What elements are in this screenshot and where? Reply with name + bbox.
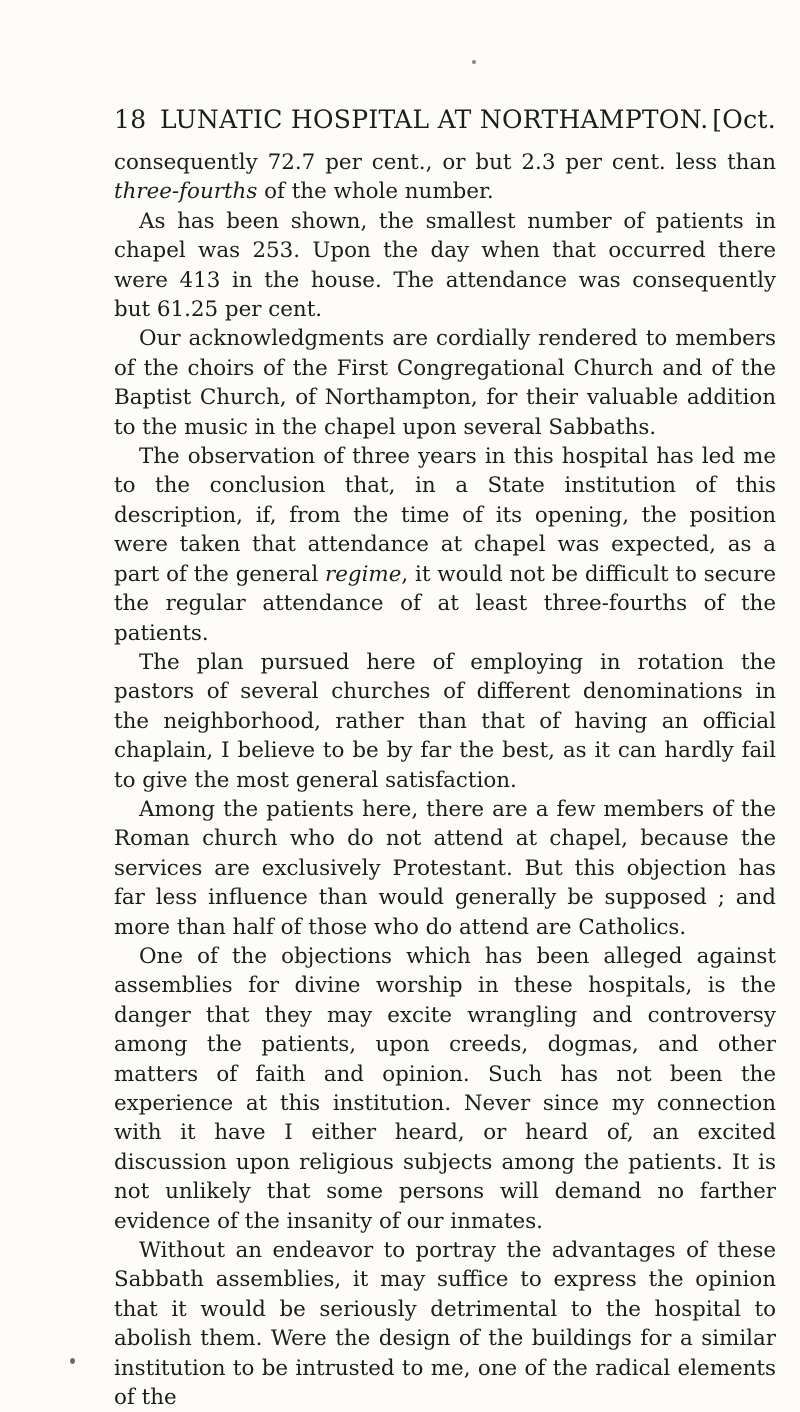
paragraph: consequently 72.7 per cent., or but 2.3 per cent. less than three-fourths of the whole number. (114, 150, 776, 205)
paragraph: Without an endeavor to portray the advantages of these Sabbath assemblies, it may suffice to express the opinion that it would be seriously detrimental to the hospital to abolish them. Were the design of the buildings for a similar institution to be intrusted to me, one of the radical elements of the (114, 1238, 776, 1411)
paper-speck (70, 1358, 75, 1364)
paper-speck (472, 60, 476, 64)
paragraph: The observation of three years in this hospital has led me to the conclusion that, in a State institution of this description, if, from the time of its opening, the position were taken that attendance at chapel was expected, as a part of the general regime, it would not be difficult to secure the regular attendance of at least three-fourths of the patients. (114, 444, 776, 646)
paragraph: Our acknowledgments are cordially rendered to members of the choirs of the First Congregational Church and of the Baptist Church, of Northampton, for their valuable addition to the music in the chapel upon several Sabbaths. (114, 326, 776, 440)
page-number: 18 (114, 105, 147, 134)
paragraph: Among the patients here, there are a few members of the Roman church who do not attend at chapel, because the services are exclusively Protestant. But this objection has far less influence than would generally be supposed ; and more than half of those who do attend are Catholics. (114, 796, 776, 940)
italic-phrase: three-fourths (114, 179, 258, 205)
body-text (114, 148, 776, 1412)
header-month: [Oct. (712, 105, 776, 134)
running-header (114, 103, 776, 137)
running-title: LUNATIC HOSPITAL AT NORTHAMPTON. (160, 105, 709, 134)
paragraph: The plan pursued here of employing in rotation the pastors of several churches of different denominations in the neighborhood, rather than that of having an official chaplain, I believe to be by far the best, as it can hardly fail to give the most general satisfaction. (114, 649, 776, 793)
paragraph: As has been shown, the smallest number of patients in chapel was 253. Upon the day when that occurred there were 413 in the house. The attendance was consequently but 61.25 per cent. (114, 208, 776, 323)
italic-phrase: regime (325, 561, 402, 587)
paragraph: One of the objections which has been alleged against assemblies for divine worship in these hospitals, is the danger that they may excite wrangling and controversy among the patients, upon creeds, dogmas, and other matters of faith and opinion. Such has not been the experience at this institution. Never since my connection with it have I either heard, or heard of, an excited discussion upon religious subjects among the patients. It is not unlikely that some persons will demand no farther evidence of the insanity of our inmates. (114, 943, 776, 1234)
